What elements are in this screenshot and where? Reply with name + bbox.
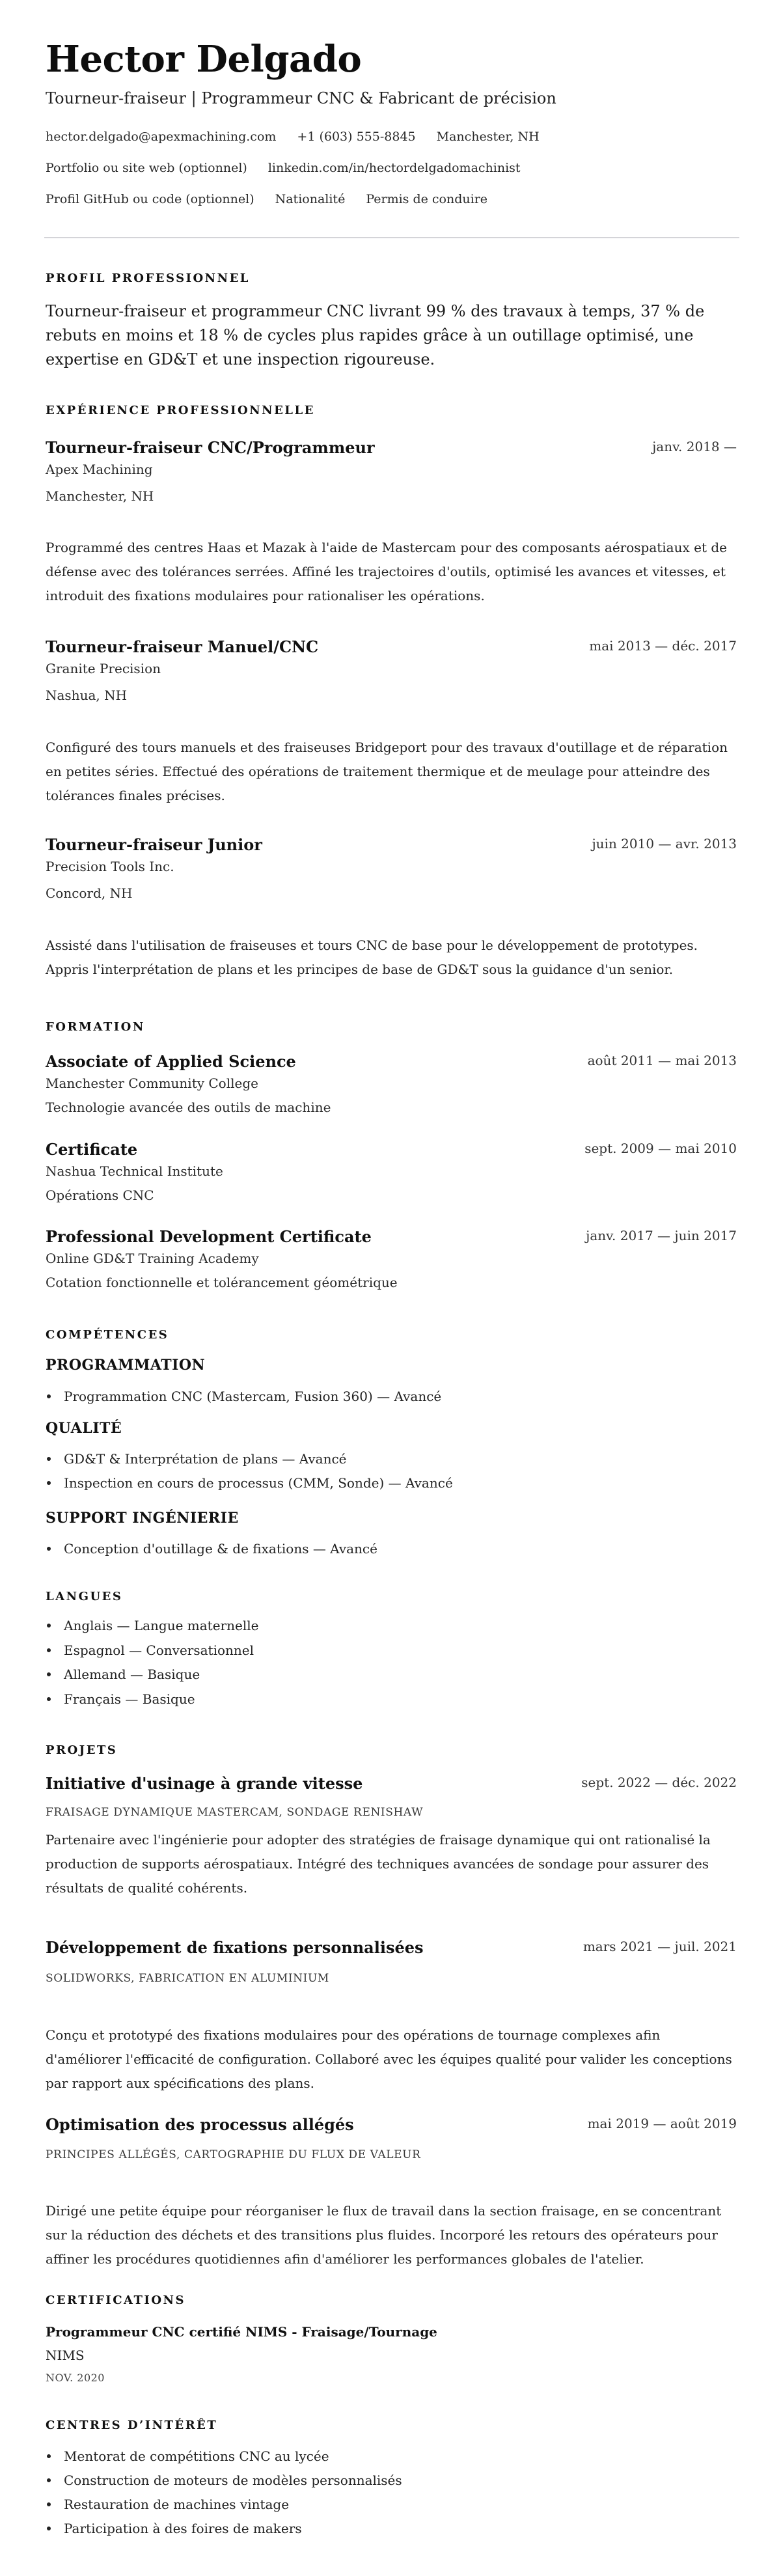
job-company: Apex Machining — [46, 462, 153, 477]
bullet-icon — [47, 1648, 51, 1652]
interest-label: Participation à des foires de makers — [64, 2521, 302, 2536]
skill-item — [46, 1451, 347, 1467]
project-tech: FRAISAGE DYNAMIQUE MASTERCAM, SONDAGE RENISHAW — [46, 1806, 424, 1819]
job-location: Manchester, NH — [46, 488, 154, 504]
interest-item — [46, 2497, 289, 2512]
bullet-icon — [47, 1697, 51, 1701]
language-label: Espagnol — Conversationnel — [64, 1642, 254, 1658]
bullet-icon — [47, 2502, 51, 2506]
language-item — [46, 1618, 258, 1633]
interest-item — [46, 2521, 302, 2536]
field-of-study: Opérations CNC — [46, 1187, 154, 1203]
bullet-icon — [47, 1457, 51, 1461]
field-of-study: Cotation fonctionnelle et tolérancement géométrique — [46, 1275, 398, 1290]
job-description: Assisté dans l'utilisation de fraiseuses et tours CNC de base pour le développement de prototypes. Appris l'interprétation de plans et les principes de base de GD&T sous la guidance d'un senior. — [46, 937, 698, 977]
driving-license-text: Permis de conduire — [366, 192, 488, 206]
project-dates: sept. 2022 — déc. 2022 — [581, 1775, 737, 1790]
section-heading-languages: LANGUES — [46, 1590, 123, 1603]
portfolio-link[interactable]: Portfolio ou site web (optionnel) — [46, 161, 247, 175]
job-dates: juin 2010 — avr. 2013 — [592, 836, 737, 852]
job-dates: janv. 2018 — — [652, 439, 737, 454]
school-name: Manchester Community College — [46, 1075, 258, 1091]
skill-label: Conception d'outillage & de fixations — Avancé — [64, 1541, 377, 1557]
skill-category: SUPPORT INGÉNIERIE — [46, 1510, 239, 1527]
skill-category: PROGRAMMATION — [46, 1357, 206, 1374]
profile-summary: Tourneur-fraiseur et programmeur CNC livrant 99 % des travaux à temps, 37 % de rebuts en moins et 18 % de cycles plus rapides grâce à un outillage optimisé, une expertise en GD&T et une inspection rigoureuse. — [46, 302, 705, 368]
candidate-headline: Tourneur-fraiseur | Programmeur CNC & Fabricant de précision — [46, 89, 556, 107]
bullet-icon — [47, 2527, 51, 2530]
language-label: Français — Basique — [64, 1691, 195, 1707]
certification-title: Programmeur CNC certifié NIMS - Fraisage/Tournage — [46, 2324, 437, 2340]
language-label: Anglais — Langue maternelle — [64, 1618, 259, 1633]
project-dates: mars 2021 — juil. 2021 — [582, 1939, 737, 1954]
project-title: Initiative d'usinage à grande vitesse — [46, 1774, 363, 1793]
skill-label: GD&T & Interprétation de plans — Avancé — [64, 1451, 347, 1467]
project-title: Développement de fixations personnalisées — [46, 1938, 424, 1957]
interest-label: Restauration de machines vintage — [64, 2497, 290, 2512]
interest-label: Construction de moteurs de modèles personnalisés — [64, 2472, 402, 2488]
degree-title: Professional Development Certificate — [46, 1227, 372, 1246]
contact-row-2 — [46, 160, 521, 176]
job-location: Nashua, NH — [46, 687, 128, 703]
header-divider — [44, 237, 739, 238]
degree-title: Associate of Applied Science — [46, 1052, 296, 1071]
job-location: Concord, NH — [46, 885, 133, 901]
job-dates: mai 2013 — déc. 2017 — [589, 638, 737, 654]
nationality-text: Nationalité — [275, 192, 346, 206]
skill-item — [46, 1475, 453, 1491]
contact-row-1 — [46, 129, 540, 145]
interest-label: Mentorat de compétitions CNC au lycée — [64, 2448, 329, 2464]
contact-row-3 — [46, 191, 487, 208]
project-description: Partenaire avec l'ingénierie pour adopter des stratégies de fraisage dynamique qui ont rationalisé la production de supports aérospatiaux. Intégré des techniques avancées de sondage pour assurer des résultats de qualité cohérents. — [46, 1832, 711, 1896]
bullet-icon — [47, 2478, 51, 2482]
bullet-icon — [47, 1481, 51, 1485]
skill-item — [46, 1389, 441, 1404]
job-title: Tourneur-fraiseur CNC/Programmeur — [46, 438, 375, 457]
phone-link[interactable]: +1 (603) 555-8845 — [297, 130, 416, 144]
candidate-name: Hector Delgado — [46, 38, 362, 81]
education-dates: août 2011 — mai 2013 — [587, 1053, 737, 1068]
degree-title: Certificate — [46, 1140, 138, 1159]
language-label: Allemand — Basique — [64, 1667, 200, 1682]
section-heading-projects: PROJETS — [46, 1743, 118, 1757]
project-tech: SOLIDWORKS, FABRICATION EN ALUMINIUM — [46, 1972, 329, 1985]
bullet-icon — [47, 1672, 51, 1676]
section-heading-certifications: CERTIFICATIONS — [46, 2293, 185, 2307]
skill-label: Inspection en cours de processus (CMM, Sonde) — Avancé — [64, 1475, 453, 1491]
certification-date: NOV. 2020 — [46, 2372, 105, 2384]
job-company: Granite Precision — [46, 661, 161, 676]
education-dates: sept. 2009 — mai 2010 — [584, 1141, 737, 1156]
language-item — [46, 1667, 200, 1682]
interest-item — [46, 2472, 402, 2488]
section-heading-profile: PROFIL PROFESSIONNEL — [46, 271, 250, 285]
project-description: Dirigé une petite équipe pour réorganiser le flux de travail dans la section fraisage, en se concentrant sur la réduction des déchets et des transitions plus fluides. Incorporé les retours des opérateurs pour affiner les procédures quotidiennes afin d'améliorer les performances globales de l'atelier. — [46, 2203, 722, 2267]
location-text: Manchester, NH — [436, 130, 540, 144]
project-tech: PRINCIPES ALLÉGÉS, CARTOGRAPHIE DU FLUX DE VALEUR — [46, 2148, 421, 2161]
certification-issuer: NIMS — [46, 2347, 85, 2363]
section-heading-experience: EXPÉRIENCE PROFESSIONNELLE — [46, 404, 315, 417]
bullet-icon — [47, 1394, 51, 1398]
project-dates: mai 2019 — août 2019 — [587, 2116, 737, 2131]
section-heading-skills: COMPÉTENCES — [46, 1328, 169, 1342]
project-description: Conçu et prototypé des fixations modulaires pour des opérations de tournage complexes afin d'améliorer l'efficacité de configuration. Collaboré avec les équipes qualité pour valider les conceptions par rapport aux spécifications des plans. — [46, 2027, 732, 2091]
bullet-icon — [47, 1547, 51, 1551]
bullet-icon — [47, 1624, 51, 1627]
skill-label: Programmation CNC (Mastercam, Fusion 360) — Avancé — [64, 1389, 442, 1404]
field-of-study: Technologie avancée des outils de machine — [46, 1100, 331, 1115]
github-link[interactable]: Profil GitHub ou code (optionnel) — [46, 192, 254, 206]
email-link[interactable]: hector.delgado@apexmachining.com — [46, 130, 277, 144]
bullet-icon — [47, 2454, 51, 2458]
school-name: Online GD&T Training Academy — [46, 1251, 259, 1266]
language-item — [46, 1642, 254, 1658]
skill-category: QUALITÉ — [46, 1420, 122, 1437]
job-description: Programmé des centres Haas et Mazak à l'aide de Mastercam pour des composants aérospatiaux et de défense avec des tolérances serrées. Affiné les trajectoires d'outils, optimisé les avances et vitesses, et introduit des fixations modulaires pour rationaliser les opérations. — [46, 540, 727, 603]
project-title: Optimisation des processus allégés — [46, 2115, 354, 2134]
school-name: Nashua Technical Institute — [46, 1163, 223, 1179]
section-heading-interests: CENTRES D’INTÉRÊT — [46, 2418, 218, 2432]
linkedin-link[interactable]: linkedin.com/in/hectordelgadomachinist — [267, 161, 521, 175]
skill-item — [46, 1541, 377, 1557]
interest-item — [46, 2448, 329, 2464]
education-dates: janv. 2017 — juin 2017 — [586, 1228, 737, 1243]
language-item — [46, 1691, 195, 1707]
section-heading-education: FORMATION — [46, 1020, 145, 1034]
job-company: Precision Tools Inc. — [46, 859, 174, 874]
job-description: Configuré des tours manuels et des fraiseuses Bridgeport pour des travaux d'outillage et de réparation en petites séries. Effectué des opérations de traitement thermique et de meulage pour atteindre des tolérances finales précises. — [46, 740, 728, 803]
job-title: Tourneur-fraiseur Junior — [46, 835, 262, 854]
job-title: Tourneur-fraiseur Manuel/CNC — [46, 637, 319, 656]
